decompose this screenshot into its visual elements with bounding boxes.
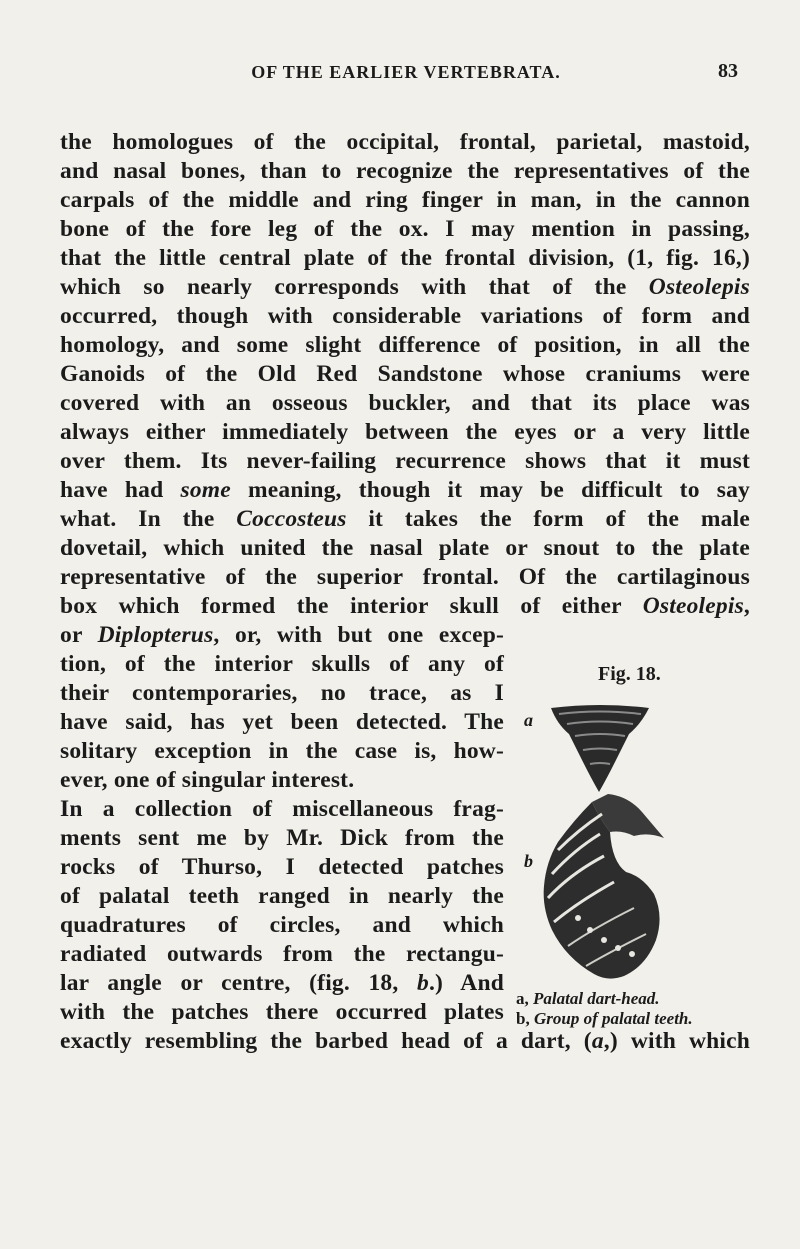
- text-line: of palatal teeth ranged in nearly the: [60, 883, 504, 909]
- figure-caption-a: a, Palatal dart-head.: [516, 989, 660, 1008]
- figure-caption-b: b, Group of palatal teeth.: [516, 1009, 693, 1028]
- running-head: OF THE EARLIER VERTEBRATA.: [251, 62, 561, 82]
- text-line: or Diplopterus, or, with but one excep-: [60, 622, 504, 648]
- text-line: their contemporaries, no trace, as I: [60, 680, 504, 706]
- text-line: and nasal bones, than to recognize the representatives of the: [60, 158, 750, 184]
- text-line: homology, and some slight difference of position, in all the: [60, 332, 750, 358]
- text-line: ments sent me by Mr. Dick from the: [60, 825, 504, 851]
- palatal-dart-head-illustration: [545, 700, 655, 800]
- text-line: with the patches there occurred plates: [60, 999, 504, 1025]
- page-number: 83: [718, 60, 738, 82]
- text-line: quadratures of circles, and which: [60, 912, 504, 938]
- text-line: occurred, though with considerable variations of form and: [60, 303, 750, 329]
- text-line: the homologues of the occipital, frontal, parietal, mastoid,: [60, 129, 750, 155]
- text-line: dovetail, which united the nasal plate or snout to the plate: [60, 535, 750, 561]
- text-line: In a collection of miscellaneous frag-: [60, 796, 504, 822]
- figure-title: Fig. 18.: [598, 663, 661, 685]
- text-line: have said, has yet been detected. The: [60, 709, 504, 735]
- text-line: representative of the superior frontal. Of the cartilaginous: [60, 564, 750, 590]
- text-line: bone of the fore leg of the ox. I may mention in passing,: [60, 216, 750, 242]
- palatal-teeth-group-illustration: [538, 790, 673, 990]
- text-line: ever, one of singular interest.: [60, 767, 355, 793]
- text-line: tion, of the interior skulls of any of: [60, 651, 504, 677]
- text-line: what. In the Coccosteus it takes the form of the male: [60, 506, 750, 532]
- text-line: box which formed the interior skull of either Osteolepis,: [60, 593, 750, 619]
- text-line: radiated outwards from the rectangu-: [60, 941, 504, 967]
- text-line: solitary exception in the case is, how-: [60, 738, 504, 764]
- text-line: which so nearly corresponds with that of the Osteolepis: [60, 274, 750, 300]
- text-line: carpals of the middle and ring finger in man, in the cannon: [60, 187, 750, 213]
- text-line: Ganoids of the Old Red Sandstone whose craniums were: [60, 361, 750, 387]
- figure-label-b: b: [524, 851, 533, 871]
- text-line: rocks of Thurso, I detected patches: [60, 854, 504, 880]
- text-line: always either immediately between the eyes or a very little: [60, 419, 750, 445]
- text-line: covered with an osseous buckler, and that its place was: [60, 390, 750, 416]
- figure-label-a: a: [524, 710, 533, 730]
- text-line: over them. Its never-failing recurrence shows that it must: [60, 448, 750, 474]
- text-line: exactly resembling the barbed head of a dart, (a,) with which: [60, 1028, 751, 1054]
- text-line: lar angle or centre, (fig. 18, b.) And: [60, 970, 504, 996]
- text-line: that the little central plate of the frontal division, (1, fig. 16,): [60, 245, 750, 271]
- text-line: have had some meaning, though it may be difficult to say: [60, 477, 750, 503]
